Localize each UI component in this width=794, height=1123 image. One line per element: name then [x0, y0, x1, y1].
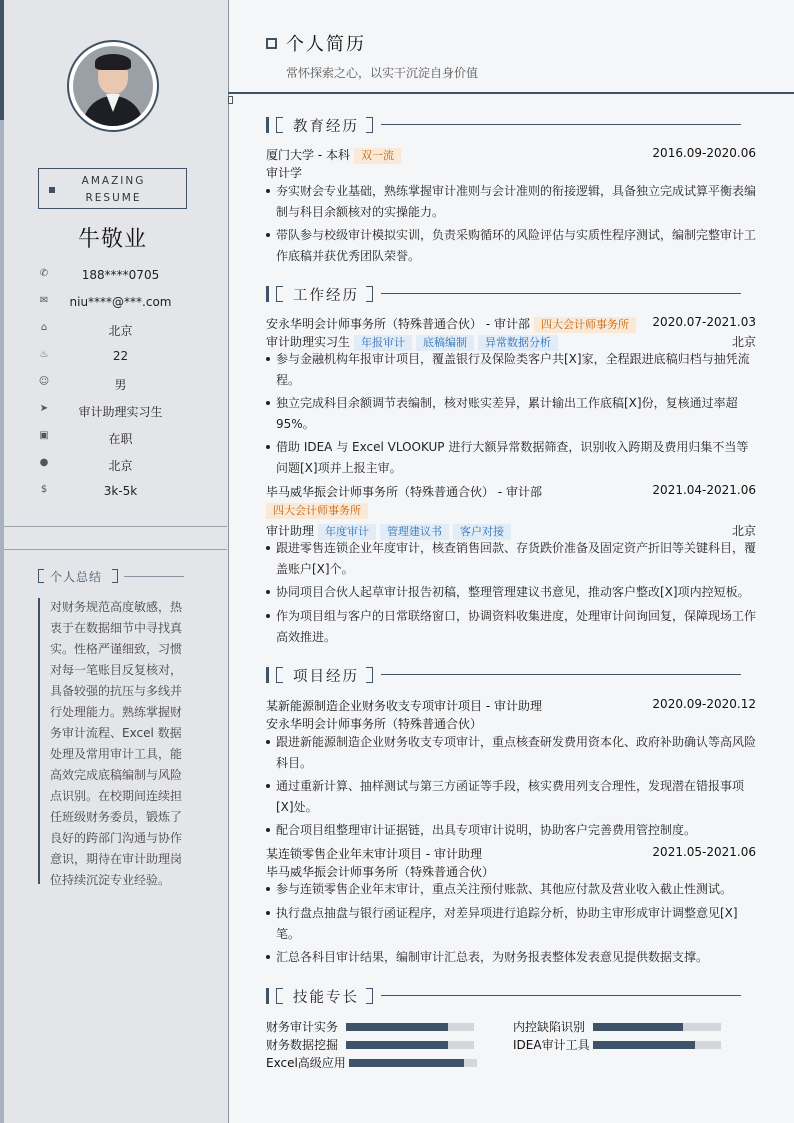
skill-item: [266, 1019, 474, 1033]
info-text: 在职: [108, 432, 133, 446]
job-role: 审计助理: [266, 524, 315, 538]
summary-heading: [38, 569, 188, 585]
page-title: 个人简历: [286, 34, 366, 55]
company-name: 安永华明会计师事务所（特殊普通合伙） - 审计部: [266, 317, 530, 331]
info-row: [38, 320, 187, 340]
job-2-tag-row: [266, 503, 756, 519]
page-subtitle: 常怀探索之心，以实干沉淀自身价值: [286, 66, 479, 80]
skill-tag: 管理建议书: [380, 524, 449, 540]
project-name: 某新能源制造企业财务收支专项审计项目 - 审计助理: [266, 699, 542, 713]
info-row: [38, 428, 187, 448]
info-row: [38, 482, 187, 502]
info-text: 审计助理实习生: [78, 405, 163, 419]
job-2-role: [266, 522, 756, 538]
skill-tag: 年度审计: [318, 524, 376, 540]
summary-accent-bar: [38, 598, 40, 884]
school-name: 厦门大学 - 本科: [266, 148, 350, 162]
job-1-header: [266, 315, 756, 331]
summary-text: 对财务规范高度敏感，热衷于在数据细节中寻找真实。性格严谨细致，习惯对每一笔账目反复核对，具备较强的抗压与多线并行处理能力。熟练掌握财务审计流程、Excel 数据处理及常用审计工具，能高效完成底稿编制与风险点识别。在校期间连续担任班级财务委员，锻炼了良好的跨部门沟通与协作意识，期待在审计助理岗位持续沉淀专业经验。: [50, 600, 183, 887]
skill-bar-fill: [349, 1059, 464, 1067]
info-row: [38, 455, 187, 475]
skill-name: Excel高级应用: [266, 1056, 346, 1070]
skill-bar-track: [593, 1023, 721, 1031]
job-role: 审计助理实习生: [266, 335, 351, 349]
project-1-header: [266, 697, 756, 713]
dollar-icon: $: [40, 484, 48, 495]
info-text: niu****@***.com: [69, 295, 172, 309]
skill-bar-fill: [346, 1041, 448, 1049]
sidebar-divider: [4, 549, 227, 550]
list-item: 参与连锁零售企业年末审计，重点关注预付账款、其他应付款及营业收入截止性测试。: [266, 879, 756, 900]
info-text: 北京: [108, 459, 133, 473]
list-item: 参与金融机构年报审计项目，覆盖银行及保险类客户共[X]家，全程跟进底稿归档与抽凭流程。: [266, 349, 756, 391]
list-item: 配合项目组整理审计证据链，出具专项审计说明，协助客户完善费用管控制度。: [266, 820, 756, 841]
location-pin-icon: ●: [39, 457, 49, 468]
info-text: 3k-5k: [103, 484, 138, 498]
skill-bar-fill: [593, 1041, 695, 1049]
section-projects-heading: [266, 667, 756, 685]
list-item: 借助 IDEA 与 Excel VLOOKUP 进行大额异常数据筛查，识别收入跨期及费用归集不当等问题[X]项并上报主审。: [266, 437, 756, 479]
avatar: [67, 40, 159, 132]
project-date: 2020.09-2020.12: [652, 697, 756, 711]
sidebar-stripe: [0, 0, 4, 1123]
list-item: 执行盘点抽盘与银行函证程序，对差异项进行追踪分析，协助主审形成审计调整意见[X]笔。: [266, 903, 756, 945]
skill-tag: 年报审计: [354, 335, 412, 351]
info-row: [38, 401, 187, 421]
list-item: 夯实财会专业基础，熟练掌握审计准则与会计准则的衔接逻辑，具备独立完成试算平衡表编制与科目余额核对的实操能力。: [266, 181, 756, 223]
section-title: 工作经历: [293, 288, 359, 304]
project-org: 安永华明会计师事务所（特殊普通合伙）: [266, 717, 483, 731]
project-2-header: [266, 845, 756, 861]
project-1-org: [266, 715, 756, 731]
resume-tag-box: [38, 168, 187, 209]
skill-item: [266, 1055, 477, 1069]
skill-bar-track: [593, 1041, 721, 1049]
list-item: 作为项目组与客户的日常联络窗口，协调资料收集进度，处理审计问询回复，保障现场工作高效推进。: [266, 606, 756, 648]
section-title: 教育经历: [293, 119, 359, 135]
sidebar-divider: [4, 526, 227, 527]
company-name: 毕马威华振会计师事务所（特殊普通合伙） - 审计部: [266, 485, 542, 499]
home-icon: ⌂: [40, 322, 48, 333]
project-date: 2021.05-2021.06: [652, 845, 756, 859]
info-row: [38, 293, 187, 313]
skill-item: [513, 1037, 721, 1051]
info-text: 男: [114, 378, 127, 392]
job-2-header: [266, 483, 756, 499]
skill-bar-fill: [346, 1023, 448, 1031]
briefcase-icon: ▣: [39, 430, 49, 441]
skill-name: 内控缺陷识别: [513, 1020, 586, 1034]
section-skills-heading: [266, 988, 756, 1006]
project-name: 某连锁零售企业年末审计项目 - 审计助理: [266, 847, 482, 861]
phone-icon: ✆: [39, 268, 49, 279]
title-square-icon: [266, 38, 277, 49]
skill-name: IDEA审计工具: [513, 1038, 590, 1052]
major: 审计学: [266, 166, 303, 180]
section-title: 项目经历: [293, 669, 359, 685]
list-item: 独立完成科目余额调节表编制，核对账实差异，累计输出工作底稿[X]份，复核通过率超95%。: [266, 393, 756, 435]
skill-tag: 异常数据分析: [478, 335, 558, 351]
major-row: [266, 164, 756, 180]
list-item: 跟进新能源制造企业财务收支专项审计，重点核查研发费用资本化、政府补助确认等高风险科目。: [266, 732, 756, 774]
skill-bar-track: [346, 1023, 474, 1031]
skill-bar-track: [346, 1041, 474, 1049]
summary-title: 个人总结: [50, 570, 103, 584]
birthday-cake-icon: ♨: [39, 349, 49, 360]
project-2-org: [266, 863, 756, 879]
tag-line-2: RESUME: [85, 192, 142, 204]
paper-plane-icon: ➤: [39, 403, 49, 414]
skill-bar-track: [349, 1059, 477, 1067]
header-tick: [228, 96, 233, 104]
job-city: 北京: [731, 524, 756, 538]
skill-name: 财务数据挖掘: [266, 1038, 339, 1052]
education-row: [266, 146, 756, 162]
list-item: 协同项目合伙人起草审计报告初稿，整理管理建议书意见，推动客户整改[X]项内控短板。: [266, 582, 756, 603]
company-tag: 四大会计师事务所: [534, 317, 636, 333]
school-tag: 双一流: [354, 148, 401, 164]
job-1-role: [266, 333, 756, 349]
header-divider: [228, 92, 794, 94]
list-item: 通过重新计算、抽样测试与第三方函证等手段，核实费用列支合理性，发现潜在错报事项[X]处。: [266, 776, 756, 818]
face-icon: ☺: [38, 376, 50, 387]
education-date: 2016.09-2020.06: [652, 146, 756, 160]
job-date: 2020.07-2021.03: [652, 315, 756, 329]
info-text: 北京: [108, 324, 133, 338]
list-item: 带队参与校级审计模拟实训，负责采购循环的风险评估与实质性程序测试，编制完整审计工作底稿并获优秀团队荣誉。: [266, 225, 756, 267]
info-text: 188****0705: [81, 268, 160, 282]
info-row: [38, 266, 187, 286]
skill-tag: 底稿编制: [416, 335, 474, 351]
person-name: 牛敬业: [77, 227, 147, 252]
tag-line-1: AMAZING: [81, 175, 146, 187]
info-text: 22: [112, 349, 129, 363]
skill-name: 财务审计实务: [266, 1020, 339, 1034]
section-work-heading: [266, 286, 756, 304]
mail-icon: ✉: [39, 295, 49, 306]
skill-item: [513, 1019, 721, 1033]
skill-bar-fill: [593, 1023, 683, 1031]
company-tag: 四大会计师事务所: [266, 503, 368, 519]
section-education-heading: [266, 117, 756, 135]
job-date: 2021.04-2021.06: [652, 483, 756, 497]
info-row: [38, 347, 187, 367]
job-city: 北京: [731, 335, 756, 349]
sidebar: [0, 0, 229, 1123]
list-item: 汇总各科目审计结果，编制审计汇总表，为财务报表整体发表意见提供数据支撑。: [266, 947, 756, 968]
info-row: [38, 374, 187, 394]
skill-item: [266, 1037, 474, 1051]
list-item: 跟进零售连锁企业年度审计，核查销售回款、存货跌价准备及固定资产折旧等关键科目，覆盖账户[X]个。: [266, 538, 756, 580]
section-title: 技能专长: [293, 990, 359, 1006]
project-org: 毕马威华振会计师事务所（特殊普通合伙）: [266, 865, 495, 879]
skill-tag: 客户对接: [453, 524, 511, 540]
